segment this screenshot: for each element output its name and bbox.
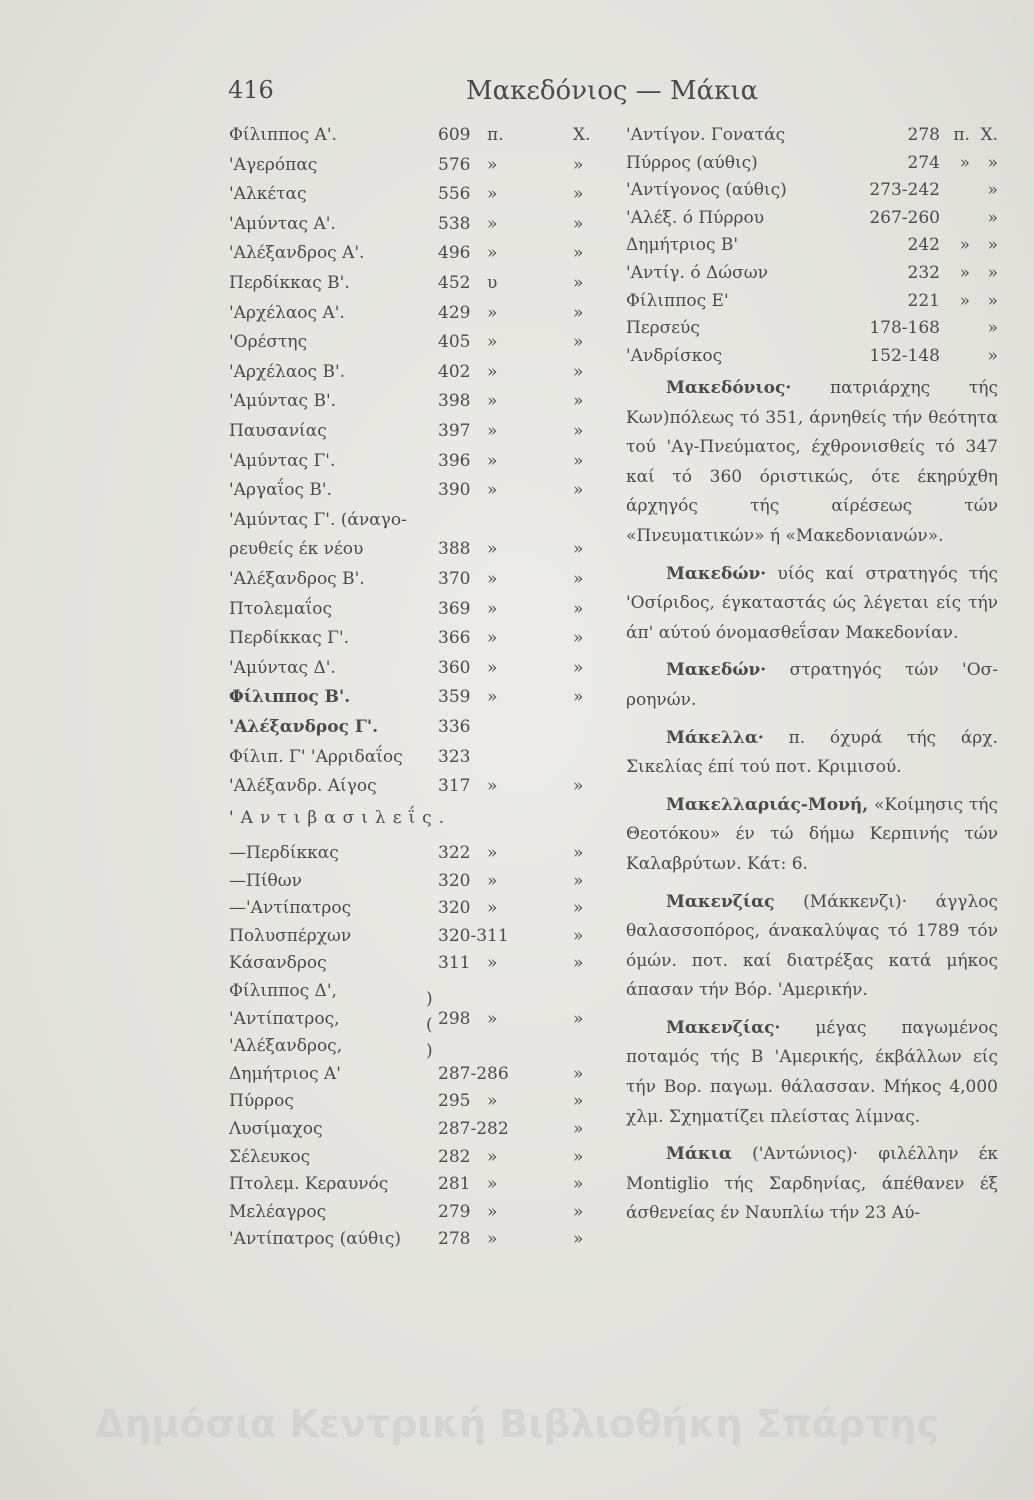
list-row (229, 843, 609, 873)
article-text: μέγας παγωμένος ποταμός τής Β 'Αμερικής, έκβάλλων είς τήν Βορ. παγωμ. θάλασσαν. Μήκος 4,000 χλμ. Σχηματίζει πλείστας λίμνας. (626, 1017, 998, 1127)
entry-era-1: » (487, 450, 498, 471)
entry-year: 496 (438, 243, 471, 264)
entry-era-1: » (959, 290, 970, 311)
entry-year: 397 (438, 421, 471, 441)
article-entry (626, 888, 998, 1006)
article-text: (Μάκκενζι)· άγγλος θαλασσοπόρος, άνακαλύψας τό 1789 τόν όμών. ποτ. καί διατρέξας κατά μήκος άπασαν τήν Βόρ. 'Αμερικήν. (626, 891, 998, 1001)
entry-era-1: » (487, 898, 498, 919)
entry-year: 320 (438, 898, 471, 919)
article-headword: Μακενζίας (666, 891, 775, 912)
entry-era-1: » (487, 870, 498, 891)
entry-era-1: » (487, 332, 498, 353)
entry-year: 556 (438, 184, 471, 205)
article-text: στρατηγός τών 'Οσ-ροηνών. (626, 660, 998, 710)
entry-name: Πολυσπέρχων (229, 925, 352, 946)
entry-name: Σέλευκος (229, 1146, 311, 1167)
entry-name: 'Αντίπατρος, (229, 1008, 340, 1029)
entry-name: Περσεύς (626, 318, 700, 339)
entry-year: 370 (438, 569, 471, 589)
entry-year: 221 (907, 290, 940, 311)
entry-name: 'Αντίγ. ό Δώσων (626, 263, 768, 283)
entry-era-1: » (487, 1008, 498, 1029)
entry-year: 152-148 (869, 345, 940, 366)
list-row (229, 776, 609, 806)
article-headword: Μακενζίας· (666, 1017, 781, 1038)
list-row (229, 658, 609, 688)
entry-year: 274 (907, 152, 940, 173)
entry-name: —'Αντίπατρος (229, 898, 352, 919)
entry-year: 317 (438, 776, 471, 797)
entry-name: 'Αλέξανδρ. Αίγος (229, 776, 377, 797)
entry-era-1: » (487, 243, 498, 264)
article-headword: Μακεδόνιος· (666, 378, 792, 398)
list-row (229, 569, 609, 599)
entry-name: Πύρρος (αύθις) (626, 152, 758, 173)
entry-era-1: » (959, 263, 970, 283)
list-row (229, 539, 609, 569)
entry-era-1: » (487, 1201, 498, 1222)
entry-era-1: » (487, 302, 498, 323)
entry-year: 452 (438, 273, 471, 293)
list-row (229, 981, 609, 1011)
entry-year: 311 (438, 953, 471, 974)
entry-era-2: » (573, 1229, 584, 1250)
list-row (626, 346, 998, 376)
list-row (626, 291, 998, 321)
list-row (229, 362, 609, 392)
entry-era-1: » (487, 569, 498, 589)
entry-era-1: » (487, 776, 498, 797)
entry-name: 'Αρχέλαος Β'. (229, 361, 346, 382)
entry-era-1: » (487, 687, 498, 708)
entry-era-1: » (487, 657, 498, 678)
list-row (229, 214, 609, 244)
list-row (626, 263, 998, 293)
list-row (229, 871, 609, 901)
entry-era-1: » (487, 421, 498, 441)
entry-name: Παυσανίας (229, 421, 327, 441)
entry-era-1: » (959, 235, 970, 256)
entry-year: 359 (438, 687, 471, 708)
entry-name: 'Αμύντας Γ'. (229, 450, 336, 471)
entry-era-2: » (987, 235, 998, 256)
entry-era-1: » (487, 213, 498, 234)
entry-name: Πτολεμαΐος (229, 598, 332, 619)
entry-name: 'Αντίπατρος (αύθις) (229, 1229, 402, 1250)
list-row (229, 421, 609, 451)
entry-era-1: » (487, 843, 498, 863)
entry-era-2: » (987, 318, 998, 339)
entry-era-1: » (487, 361, 498, 382)
entry-era-1: π. (953, 125, 970, 145)
entry-name: 'Αλέξανδρος Β'. (229, 569, 365, 589)
entry-era-2: » (573, 898, 584, 919)
entry-year: 538 (438, 213, 471, 234)
entry-year: 405 (438, 332, 471, 353)
entry-era-1: » (487, 184, 498, 205)
entry-era-2: » (573, 843, 584, 863)
entry-year: 279 (438, 1201, 471, 1222)
entry-year: 278 (438, 1229, 471, 1250)
entry-era-2: » (573, 1201, 584, 1222)
entry-era-2: » (573, 154, 584, 175)
entry-name: 'Αμύντας Δ'. (229, 657, 336, 678)
article-entry (626, 791, 998, 880)
entry-era-1: » (487, 628, 498, 649)
dictionary-articles (626, 374, 998, 1237)
entry-era-2: » (573, 598, 584, 619)
entry-era-1: π. (487, 125, 504, 145)
list-row (229, 628, 609, 658)
article-text: π. όχυρά τής άρχ. Σικελίας έπί τού ποτ. Κριμισού. (626, 727, 998, 778)
list-row (229, 155, 609, 185)
entry-era-2: » (573, 1091, 584, 1112)
entry-era-2: » (573, 539, 584, 560)
entry-name: Περδίκκας Γ'. (229, 628, 350, 649)
list-row (229, 1036, 609, 1066)
entry-year: 576 (438, 154, 471, 175)
entry-year: 360 (438, 657, 471, 678)
entry-name: 'Αλέξανδρος Α'. (229, 243, 365, 264)
entry-name: Πύρρος (229, 1091, 294, 1112)
article-headword: Μακελλαριάς-Μονή, (666, 794, 869, 815)
article-headword: Μάκελλα· (666, 727, 764, 748)
list-row (229, 687, 609, 717)
entry-era-2: Χ. (573, 125, 591, 145)
entry-era-2: » (573, 657, 584, 678)
entry-era-2: » (573, 1008, 584, 1029)
list-row (229, 332, 609, 362)
entry-name: Δημήτριος Β' (626, 235, 739, 256)
list-row (229, 303, 609, 333)
entry-name: 'Αλέξ. ό Πύρρου (626, 207, 765, 228)
article-entry (626, 1014, 998, 1132)
entry-era-2: » (573, 1119, 584, 1139)
entry-era-1: » (487, 1174, 498, 1195)
list-row (229, 1229, 609, 1259)
page-number: 416 (228, 76, 274, 104)
article-headword: Μακεδών· (666, 563, 767, 584)
entry-year: 282 (438, 1146, 471, 1167)
entry-name: 'Αντίγονος (αύθις) (626, 180, 787, 201)
list-row (229, 1202, 609, 1232)
entry-era-2: » (573, 184, 584, 205)
list-row (229, 1119, 609, 1149)
entry-year: 281 (438, 1174, 471, 1195)
article-text: πατριάρχης τής Κων)πόλεως τό 351, άρνηθείς τήν θεότητα τού 'Αγ-Πνεύματος, έχθρονισθείς τό 347 καί τό 360 όριστικώς, ότε έκηρύχθη άρχηγός τής αίρέσεως τών «Πνευματικών» ή «Μακεδονιανών». (626, 378, 998, 546)
entry-era-1: » (487, 480, 498, 501)
entry-name: Μελέαγρος (229, 1201, 327, 1222)
article-text: ('Αντώνιος)· φιλέλλην έκ Montiglio τής Σαρδηνίας, άπέθανεν έξ άσθενείας έν Ναυπλίω τήν 23 Αύ- (626, 1144, 998, 1224)
article-headword: Μάκια (666, 1144, 732, 1165)
entry-name: 'Αρχέλαος Α'. (229, 302, 345, 323)
entry-year: 287-286 (438, 1063, 509, 1084)
entry-era-1: » (487, 391, 498, 412)
entry-name: Φίλιππος Α'. (229, 125, 337, 145)
library-watermark: Δημόσια Κεντρική Βιβλιοθήκη Σπάρτης (95, 1402, 939, 1446)
entry-era-2: » (573, 628, 584, 649)
entry-era-1: υ (487, 273, 498, 293)
entry-year: 323 (438, 746, 471, 767)
entry-era-2: » (573, 421, 584, 441)
article-entry (626, 374, 998, 552)
entry-name: 'Αμύντας Α'. (229, 213, 336, 234)
entry-year: 320 (438, 870, 471, 891)
entry-era-2: » (573, 361, 584, 382)
entry-year: 429 (438, 302, 471, 323)
running-title: Μακεδόνιος — Μάκια (466, 76, 759, 106)
entry-year: 369 (438, 598, 471, 619)
entry-era-2: » (573, 332, 584, 353)
list-row (229, 747, 609, 777)
entry-year: 267-260 (869, 207, 940, 228)
entry-name: 'Ορέστης (229, 332, 308, 353)
entry-era-2: » (573, 243, 584, 264)
entry-era-2: » (987, 152, 998, 173)
entry-name: 'Αλέξανδρος Γ'. (229, 717, 379, 737)
entry-year: 366 (438, 628, 471, 649)
entry-era-1: » (487, 598, 498, 619)
regents-subheading: 'Αντιβασιλεΐς. (229, 808, 452, 828)
entry-year: 336 (438, 717, 471, 737)
entry-name: 'Αντίγον. Γονατάς (626, 125, 786, 145)
entry-year: 287-282 (438, 1119, 509, 1139)
article-text: υίός καί στρατηγός τής 'Οσίριδος, έγκαταστάς ώς λέγεται είς τήν άπ' αύτού όνομασθεΐσαν Μακεδονίαν. (626, 563, 998, 643)
entry-era-2: » (573, 391, 584, 412)
entry-year: 609 (438, 125, 471, 145)
entry-era-2: » (573, 1063, 584, 1084)
list-row (229, 599, 609, 629)
entry-era-2: » (573, 302, 584, 323)
entry-era-1: » (487, 1229, 498, 1250)
entry-name: Λυσίμαχος (229, 1119, 323, 1139)
entry-year: 278 (907, 125, 940, 145)
entry-era-1: » (487, 154, 498, 175)
list-row (229, 953, 609, 983)
article-entry (626, 656, 998, 715)
entry-era-1: » (487, 1146, 498, 1167)
article-text: «Κοίμησις τής Θεοτόκου» έν τώ δήμω Κερπινής τών Καλαβρύτων. Κάτ: 6. (626, 794, 998, 874)
list-row (229, 451, 609, 481)
list-row (229, 1009, 609, 1039)
list-row (626, 153, 998, 183)
entry-name: 'Αμύντας Β'. (229, 391, 337, 412)
entry-name: —Περδίκκας (229, 843, 339, 863)
list-row (626, 235, 998, 265)
entry-year: 232 (907, 263, 940, 283)
entry-era-2: » (987, 207, 998, 228)
entry-year: 295 (438, 1091, 471, 1112)
entry-year: 298 (438, 1008, 471, 1029)
list-row (229, 243, 609, 273)
list-row (229, 184, 609, 214)
list-row (626, 318, 998, 348)
entry-era-1: » (487, 539, 498, 560)
entry-era-2: Χ. (980, 125, 998, 145)
list-row (229, 1174, 609, 1204)
list-row (229, 1147, 609, 1177)
entry-name: 'Αλκέτας (229, 184, 307, 205)
list-row (626, 125, 998, 155)
entry-era-2: » (987, 180, 998, 201)
list-row (229, 391, 609, 421)
entry-name: 'Αμύντας Γ'. (άναγο- (229, 509, 407, 530)
entry-name: Φίλιππος Ε' (626, 290, 729, 311)
entry-era-2: » (573, 953, 584, 974)
article-entry (626, 724, 998, 783)
list-row (229, 480, 609, 510)
list-row (229, 1091, 609, 1121)
entry-year: 178-168 (869, 318, 940, 339)
entry-name: 'Αγερόπας (229, 154, 318, 175)
entry-era-2: » (573, 273, 584, 293)
entry-era-2: » (573, 213, 584, 234)
entry-era-2: » (573, 925, 584, 946)
article-entry (626, 1140, 998, 1229)
entry-name: Φίλιππος Β'. (229, 687, 351, 708)
entry-era-2: » (573, 687, 584, 708)
list-row (229, 717, 609, 747)
entry-era-2: » (987, 345, 998, 366)
entry-year: 388 (438, 539, 471, 560)
entry-name: 'Αργαΐος Β'. (229, 480, 332, 501)
list-row (229, 273, 609, 303)
entry-name: Δημήτριος Α' (229, 1063, 341, 1084)
entry-era-2: » (573, 1174, 584, 1195)
entry-year: 273-242 (869, 180, 940, 201)
entry-era-2: » (987, 290, 998, 311)
list-row (626, 208, 998, 238)
entry-year: 398 (438, 391, 471, 412)
entry-era-2: » (573, 480, 584, 501)
entry-era-2: » (987, 263, 998, 283)
grouping-brace: ) ( ) (426, 989, 433, 1061)
entry-name: 'Ανδρίσκος (626, 345, 723, 366)
entry-era-2: » (573, 450, 584, 471)
entry-era-2: » (573, 569, 584, 589)
entry-name: 'Αλέξανδρος, (229, 1036, 343, 1057)
entry-name: Κάσανδρος (229, 953, 327, 974)
entry-year: 390 (438, 480, 471, 501)
list-row (229, 125, 609, 155)
entry-year: 322 (438, 843, 471, 863)
list-row (626, 180, 998, 210)
entry-name: Φίλιππος Δ', (229, 981, 337, 1001)
list-row (229, 898, 609, 928)
entry-year: 402 (438, 361, 471, 382)
entry-era-1: » (959, 152, 970, 173)
list-row (229, 510, 609, 540)
list-row (229, 926, 609, 956)
entry-name: ρευθείς έκ νέου (229, 539, 364, 560)
entry-era-1: » (487, 1091, 498, 1112)
article-headword: Μακεδών· (666, 660, 767, 681)
article-entry (626, 560, 998, 649)
entry-name: Πτολεμ. Κεραυνός (229, 1174, 389, 1195)
entry-era-2: » (573, 776, 584, 797)
entry-year: 242 (907, 235, 940, 256)
entry-era-1: » (487, 953, 498, 974)
entry-name: —Πίθων (229, 870, 302, 891)
list-row (229, 1064, 609, 1094)
entry-era-2: » (573, 1146, 584, 1167)
entry-year: 396 (438, 450, 471, 471)
entry-name: Περδίκκας Β'. (229, 273, 350, 293)
entry-year: 320-311 (438, 925, 509, 946)
entry-era-2: » (573, 870, 584, 891)
entry-name: Φίλιπ. Γ' 'Αρριδαΐος (229, 746, 403, 767)
